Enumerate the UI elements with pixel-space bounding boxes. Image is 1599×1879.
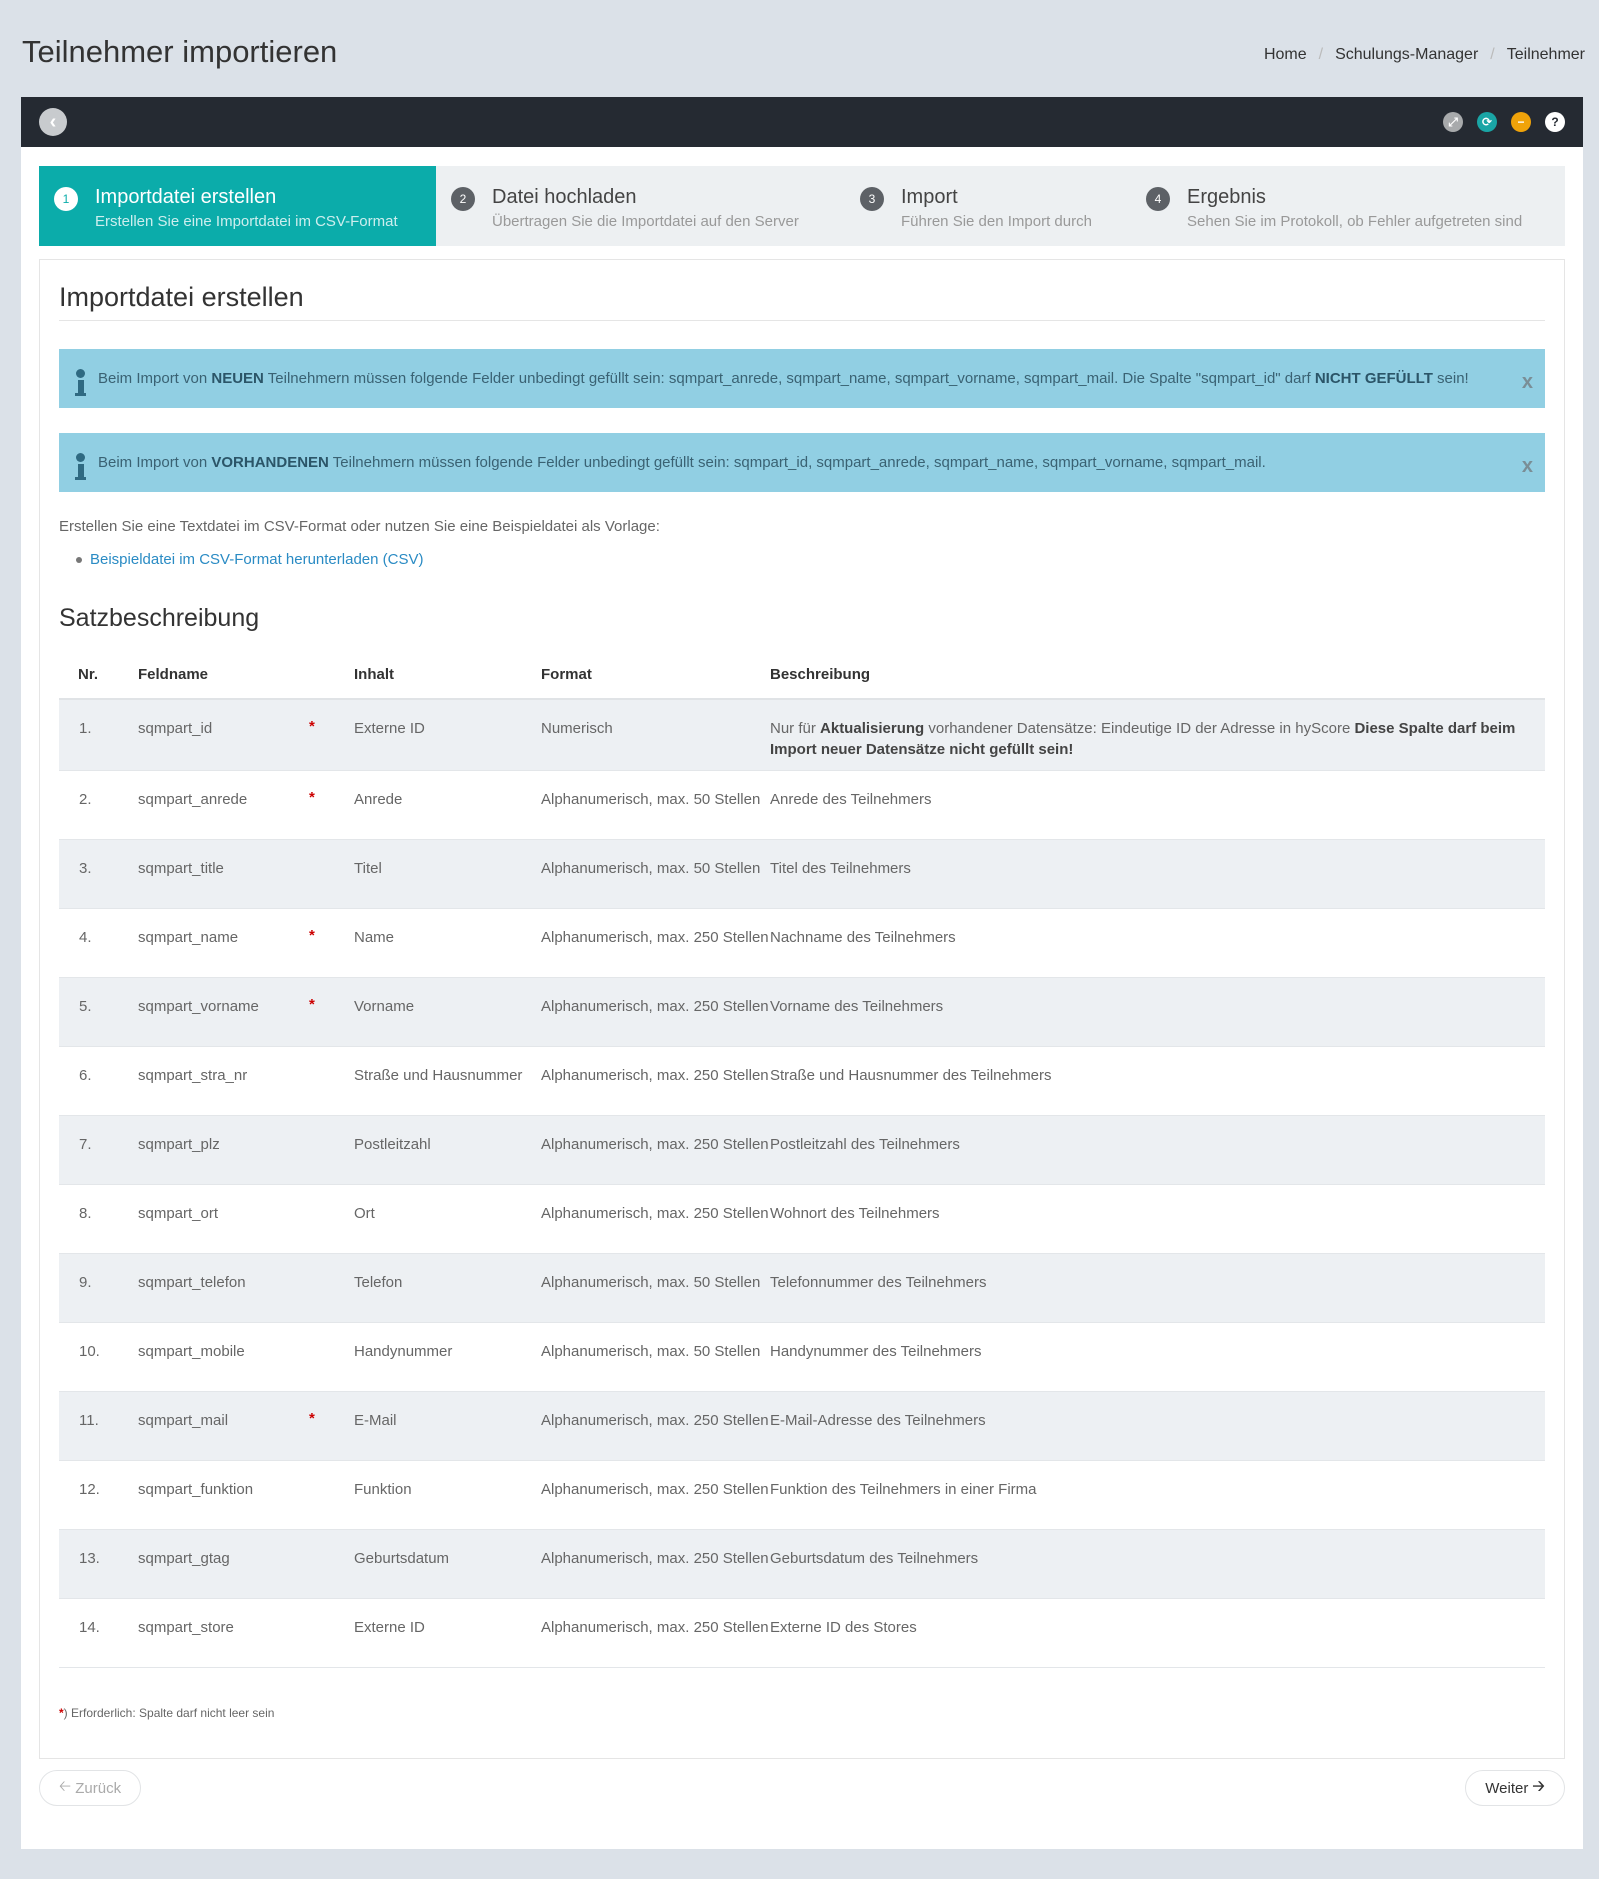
description-cell: Nur für Aktualisierung vorhandener Datensätze: Eindeutige ID der Adresse in hyScore Diese Spalte darf beim Import neuer Datensätze nicht gefüllt sein! (770, 699, 1545, 770)
field-name-cell: sqmpart_id * (138, 699, 354, 770)
format-cell: Alphanumerisch, max. 50 Stellen (541, 1253, 770, 1322)
wizard-step-4[interactable] (1131, 166, 1565, 246)
description-cell: E-Mail-Adresse des Teilnehmers (770, 1391, 1545, 1460)
step-description: Führen Sie den Import durch (901, 213, 1092, 230)
toolbar (21, 97, 1583, 147)
field-name-cell: sqmpart_title (138, 839, 354, 908)
field-description-table (59, 651, 1545, 1668)
column-header-nr: Nr. (59, 651, 138, 699)
required-marker: * (309, 788, 315, 806)
field-name-cell: sqmpart_telefon (138, 1253, 354, 1322)
wizard-step-2[interactable] (436, 166, 845, 246)
description-cell: Postleitzahl des Teilnehmers (770, 1115, 1545, 1184)
format-cell: Alphanumerisch, max. 250 Stellen (541, 1115, 770, 1184)
format-cell: Alphanumerisch, max. 50 Stellen (541, 839, 770, 908)
content-cell: Postleitzahl (354, 1115, 541, 1184)
row-number: 4. (59, 908, 138, 977)
table-row (59, 1460, 1545, 1529)
format-cell: Alphanumerisch, max. 250 Stellen (541, 977, 770, 1046)
content-cell: Name (354, 908, 541, 977)
format-cell: Alphanumerisch, max. 250 Stellen (541, 1529, 770, 1598)
step-description: Sehen Sie im Protokoll, ob Fehler aufgetreten sind (1187, 213, 1523, 230)
field-name-cell: sqmpart_vorname * (138, 977, 354, 1046)
content-cell: E-Mail (354, 1391, 541, 1460)
table-row (59, 1598, 1545, 1667)
breadcrumb-separator: / (1490, 46, 1495, 63)
content-cell: Externe ID (354, 1598, 541, 1667)
field-name-cell: sqmpart_name * (138, 908, 354, 977)
main-panel (21, 97, 1583, 1849)
step-description: Übertragen Sie die Importdatei auf den Server (492, 213, 799, 230)
row-number: 10. (59, 1322, 138, 1391)
content-cell: Funktion (354, 1460, 541, 1529)
format-cell: Alphanumerisch, max. 50 Stellen (541, 1322, 770, 1391)
breadcrumb (1264, 46, 1585, 64)
row-number: 14. (59, 1598, 138, 1667)
content-cell: Handynummer (354, 1322, 541, 1391)
step-number: 1 (54, 187, 78, 211)
breadcrumb-schulungs-manager[interactable]: Schulungs-Manager (1335, 46, 1479, 63)
field-name-cell: sqmpart_funktion (138, 1460, 354, 1529)
breadcrumb-separator: / (1318, 46, 1324, 63)
table-row (59, 1184, 1545, 1253)
back-button[interactable]: 🡠 Zurück (39, 1770, 141, 1806)
info-alert-new (59, 349, 1545, 408)
next-button[interactable]: Weiter 🡢 (1465, 1770, 1565, 1806)
format-cell: Alphanumerisch, max. 250 Stellen (541, 908, 770, 977)
step-title: Importdatei erstellen (95, 186, 277, 208)
wizard-step-3[interactable] (845, 166, 1131, 246)
expand-icon[interactable]: ⤢ (1443, 112, 1463, 132)
close-icon[interactable]: x (1521, 371, 1533, 393)
row-number: 11. (59, 1391, 138, 1460)
arrow-right-icon: 🡢 (1528, 1777, 1545, 1795)
column-header-inhalt: Inhalt (354, 651, 541, 699)
format-cell: Alphanumerisch, max. 50 Stellen (541, 770, 770, 839)
description-cell: Externe ID des Stores (770, 1598, 1545, 1667)
description-cell: Vorname des Teilnehmers (770, 977, 1545, 1046)
info-icon (75, 453, 87, 477)
breadcrumb-home[interactable]: Home (1263, 46, 1307, 63)
wizard-step-1[interactable] (39, 166, 436, 246)
field-name-cell: sqmpart_store (138, 1598, 354, 1667)
required-marker: * (309, 718, 315, 735)
content-cell: Vorname (354, 977, 541, 1046)
breadcrumb-teilnehmer: Teilnehmer (1506, 46, 1585, 63)
format-cell: Alphanumerisch, max. 250 Stellen (541, 1184, 770, 1253)
description-cell: Anrede des Teilnehmers (770, 770, 1545, 839)
content-cell: Externe ID (354, 699, 541, 770)
required-marker: * (309, 1409, 315, 1427)
collapse-icon[interactable]: − (1511, 112, 1531, 132)
description-cell: Wohnort des Teilnehmers (770, 1184, 1545, 1253)
format-cell: Numerisch (541, 699, 770, 770)
row-number: 2. (59, 770, 138, 839)
format-cell: Alphanumerisch, max. 250 Stellen (541, 1460, 770, 1529)
field-name-cell: sqmpart_ort (138, 1184, 354, 1253)
row-number: 6. (59, 1046, 138, 1115)
content-cell: Geburtsdatum (354, 1529, 541, 1598)
description-cell: Titel des Teilnehmers (770, 839, 1545, 908)
table-row (59, 699, 1545, 770)
table-row (59, 977, 1545, 1046)
field-name-cell: sqmpart_gtag (138, 1529, 354, 1598)
column-header-feldname: Feldname (138, 651, 354, 699)
content-box (39, 259, 1565, 1759)
table-row (59, 1529, 1545, 1598)
content-cell: Anrede (354, 770, 541, 839)
section-title: Importdatei erstellen (59, 282, 304, 312)
info-icon (75, 369, 87, 393)
page-title: Teilnehmer importieren (22, 34, 338, 69)
field-name-cell: sqmpart_anrede * (138, 770, 354, 839)
content-cell: Titel (354, 839, 541, 908)
download-list-item (76, 551, 423, 568)
required-marker: * (309, 995, 315, 1013)
step-number: 2 (451, 187, 475, 211)
table-header-row (59, 651, 1545, 699)
field-name-cell: sqmpart_mail * (138, 1391, 354, 1460)
bullet-icon (76, 557, 82, 563)
row-number: 5. (59, 977, 138, 1046)
field-name-cell: sqmpart_stra_nr (138, 1046, 354, 1115)
step-title: Ergebnis (1187, 186, 1266, 208)
field-name-cell: sqmpart_plz (138, 1115, 354, 1184)
content-cell: Telefon (354, 1253, 541, 1322)
step-number: 3 (860, 187, 884, 211)
content-cell: Ort (354, 1184, 541, 1253)
row-number: 1. (59, 699, 138, 770)
table-row (59, 1391, 1545, 1460)
row-number: 3. (59, 839, 138, 908)
step-title: Import (901, 186, 958, 208)
description-cell: Funktion des Teilnehmers in einer Firma (770, 1460, 1545, 1529)
table-row (59, 1046, 1545, 1115)
format-cell: Alphanumerisch, max. 250 Stellen (541, 1391, 770, 1460)
help-icon[interactable]: ? (1545, 112, 1565, 132)
row-number: 9. (59, 1253, 138, 1322)
description-cell: Straße und Hausnummer des Teilnehmers (770, 1046, 1545, 1115)
row-number: 7. (59, 1115, 138, 1184)
row-number: 12. (59, 1460, 138, 1529)
intro-text: Erstellen Sie eine Textdatei im CSV-Format oder nutzen Sie eine Beispieldatei als Vorlage: (59, 518, 660, 535)
format-cell: Alphanumerisch, max. 250 Stellen (541, 1046, 770, 1115)
step-title: Datei hochladen (492, 186, 637, 208)
format-cell: Alphanumerisch, max. 250 Stellen (541, 1598, 770, 1667)
info-alert-existing (59, 433, 1545, 492)
column-header-beschreibung: Beschreibung (770, 651, 1545, 699)
field-name-cell: sqmpart_mobile (138, 1322, 354, 1391)
close-icon[interactable]: x (1521, 455, 1533, 477)
table-row (59, 770, 1545, 839)
wizard-steps (39, 166, 1565, 246)
description-cell: Geburtsdatum des Teilnehmers (770, 1529, 1545, 1598)
required-footnote: *) Erforderlich: Spalte darf nicht leer sein (59, 1706, 275, 1720)
column-header-format: Format (541, 651, 770, 699)
row-number: 8. (59, 1184, 138, 1253)
toolbar-icons (1443, 112, 1565, 132)
divider (59, 320, 1545, 321)
table-row (59, 908, 1545, 977)
table-row (59, 1322, 1545, 1391)
download-sample-link[interactable]: Beispieldatei im CSV-Format herunterladen (CSV) (90, 551, 424, 568)
satzbeschreibung-title: Satzbeschreibung (59, 604, 260, 632)
back-arrow-icon[interactable]: ‹ (39, 108, 67, 136)
refresh-icon[interactable]: ⟳ (1477, 112, 1497, 132)
table-row (59, 1253, 1545, 1322)
required-marker: * (309, 926, 315, 944)
content-cell: Straße und Hausnummer (354, 1046, 541, 1115)
alert-text: Beim Import von NEUEN Teilnehmern müssen folgende Felder unbedingt gefüllt sein: sqmpart_anrede, sqmpart_name, sqmpart_vorname, sqmpart_mail. Die Spalte "sqmpart_id" darf NICHT GEFÜLLT sein! (98, 370, 1469, 387)
alert-text: Beim Import von VORHANDENEN Teilnehmern müssen folgende Felder unbedingt gefüllt sein: sqmpart_id, sqmpart_anrede, sqmpart_name, sqmpart_vorname, sqmpart_mail. (98, 454, 1266, 471)
step-description: Erstellen Sie eine Importdatei im CSV-Format (95, 213, 398, 230)
table-row (59, 839, 1545, 908)
row-number: 13. (59, 1529, 138, 1598)
arrow-left-icon: 🡠 (58, 1777, 76, 1795)
table-row (59, 1115, 1545, 1184)
description-cell: Telefonnummer des Teilnehmers (770, 1253, 1545, 1322)
step-number: 4 (1146, 187, 1170, 211)
description-cell: Handynummer des Teilnehmers (770, 1322, 1545, 1391)
description-cell: Nachname des Teilnehmers (770, 908, 1545, 977)
